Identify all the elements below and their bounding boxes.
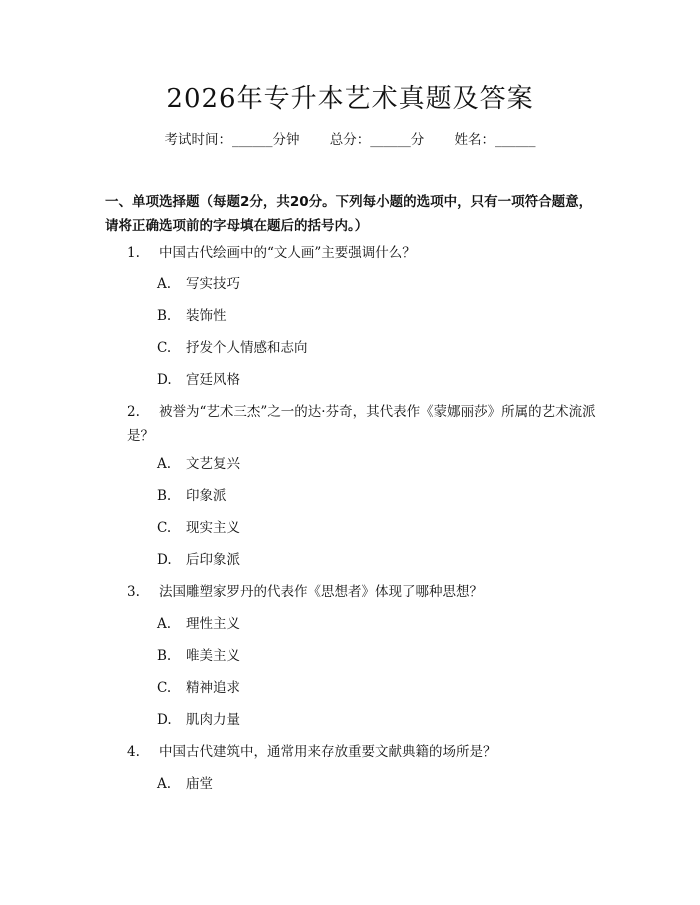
question-number: 3. — [127, 584, 140, 600]
option-text: 抒发个人情感和志向 — [186, 340, 308, 356]
question-3 — [127, 580, 597, 604]
option-letter: B. — [157, 648, 172, 664]
option-1a — [157, 273, 457, 295]
option-letter: D. — [157, 372, 172, 388]
option-2b — [157, 485, 457, 507]
option-letter: C. — [157, 340, 172, 356]
option-3a — [157, 613, 457, 635]
option-text: 文艺复兴 — [186, 456, 240, 472]
option-text: 宫廷风格 — [186, 372, 240, 388]
exam-meta-line — [0, 130, 700, 150]
question-number: 1. — [127, 245, 140, 261]
option-letter: D. — [157, 712, 172, 728]
question-number: 4. — [127, 744, 140, 760]
option-letter: A. — [157, 456, 172, 472]
option-letter: D. — [157, 552, 172, 568]
option-text: 印象派 — [186, 488, 227, 504]
question-4 — [127, 740, 597, 764]
question-text: 被誉为“艺术三杰”之一的达·芬奇，其代表作《蒙娜丽莎》所属的艺术流派是？ — [127, 404, 596, 444]
option-1b — [157, 305, 457, 327]
option-3b — [157, 645, 457, 667]
option-1c — [157, 337, 457, 359]
option-3d — [157, 709, 457, 731]
option-text: 装饰性 — [186, 308, 227, 324]
option-letter: B. — [157, 488, 172, 504]
question-2 — [127, 400, 597, 448]
question-text: 中国古代绘画中的“文人画”主要强调什么？ — [159, 245, 416, 261]
option-text: 理性主义 — [186, 616, 240, 632]
option-4a — [157, 773, 457, 795]
option-text: 写实技巧 — [186, 276, 240, 292]
option-letter: C. — [157, 520, 172, 536]
question-1 — [127, 241, 597, 265]
option-2a — [157, 453, 457, 475]
student-name-field: 姓名：______ — [454, 132, 536, 148]
question-text: 中国古代建筑中，通常用来存放重要文献典籍的场所是？ — [159, 744, 497, 760]
option-letter: A. — [157, 276, 172, 292]
option-letter: B. — [157, 308, 172, 324]
option-1d — [157, 369, 457, 391]
exam-time-field: 考试时间：______分钟 — [164, 132, 300, 148]
question-text: 法国雕塑家罗丹的代表作《思想者》体现了哪种思想？ — [159, 584, 483, 600]
option-text: 精神追求 — [186, 680, 240, 696]
question-number: 2. — [127, 404, 140, 420]
option-3c — [157, 677, 457, 699]
section-heading: 一、单项选择题（每题2分，共20分。下列每小题的选项中，只有一项符合题意，请将正确选项前的字母填在题后的括号内。） — [105, 194, 593, 234]
option-letter: A. — [157, 776, 172, 792]
total-score-field: 总分：______分 — [329, 132, 425, 148]
option-text: 唯美主义 — [186, 648, 240, 664]
page-title: 2026年专升本艺术真题及答案 — [166, 84, 534, 114]
option-text: 后印象派 — [186, 552, 240, 568]
option-text: 肌肉力量 — [186, 712, 240, 728]
option-text: 现实主义 — [186, 520, 240, 536]
option-letter: A. — [157, 616, 172, 632]
option-2c — [157, 517, 457, 539]
option-2d — [157, 549, 457, 571]
option-text: 庙堂 — [186, 776, 213, 792]
option-letter: C. — [157, 680, 172, 696]
